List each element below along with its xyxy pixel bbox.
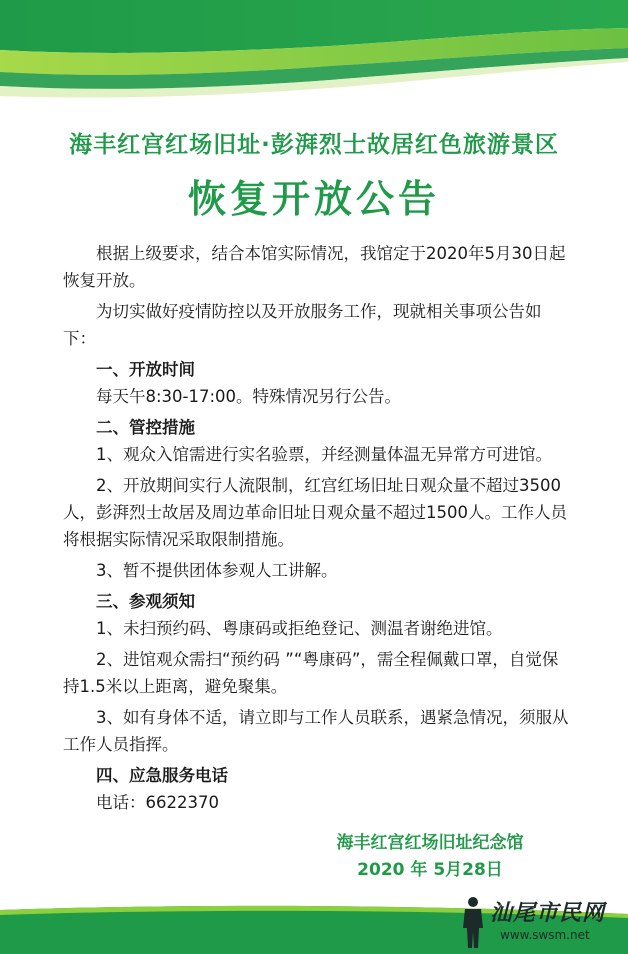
section-heading-measures: 二、管控措施 — [96, 418, 195, 437]
watermark — [460, 896, 620, 948]
poster-subtitle: 海丰红宫红场旧址·彭湃烈士故居红色旅游景区 — [69, 132, 559, 158]
section-heading-hours: 一、开放时间 — [96, 360, 195, 379]
notice-item-3: 3、如有身体不适，请立即与工作人员联系，遇紧急情况，须服从工作人员指挥。 — [63, 708, 569, 754]
announcement-body — [63, 240, 573, 816]
signature-block — [300, 830, 560, 884]
signature-date: 2020 年 5月28日 — [357, 860, 503, 880]
measure-item-1: 1、观众入馆需进行实名验票，并经测量体温无异常方可进馆。 — [96, 445, 552, 464]
section-heading-notice: 三、参观须知 — [96, 592, 195, 611]
measure-item-3: 3、暂不提供团体参观人工讲解。 — [96, 561, 338, 580]
notice-item-2: 2、进馆观众需扫“预约码 ”“粤康码”，需全程佩戴口罩，自觉保持1.5米以上距离，避免聚集。 — [63, 650, 559, 696]
watermark-brand: 汕尾市民网 — [490, 900, 606, 926]
title-block — [0, 128, 628, 226]
intro-paragraph: 根据上级要求，结合本馆实际情况，我馆定于2020年5月30日起恢复开放。 — [63, 244, 566, 290]
person-silhouette-icon — [460, 896, 486, 948]
measure-item-2: 2、开放期间实行人流限制，红宫红场旧址日观众量不超过3500人，彭湃烈士故居及周边革命旧址日观众量不超过1500人。工作人员将根据实际情况采取限制措施。 — [63, 476, 567, 549]
signature-org: 海丰红宫红场旧址纪念馆 — [336, 833, 524, 853]
top-wave-decoration — [0, 0, 628, 110]
hours-text: 每天午8:30-17:00。特殊情况另行公告。 — [96, 387, 402, 406]
section-heading-phone: 四、应急服务电话 — [96, 766, 228, 785]
poster-title: 恢复开放公告 — [187, 177, 440, 221]
intro-paragraph-2: 为切实做好疫情防控以及开放服务工作，现就相关事项公告如下： — [63, 302, 542, 348]
watermark-url: www.swsm.net — [500, 928, 590, 942]
phone-text: 电话：6622370 — [96, 793, 219, 812]
notice-item-1: 1、未扫预约码、粤康码或拒绝登记、测温者谢绝进馆。 — [96, 619, 503, 638]
